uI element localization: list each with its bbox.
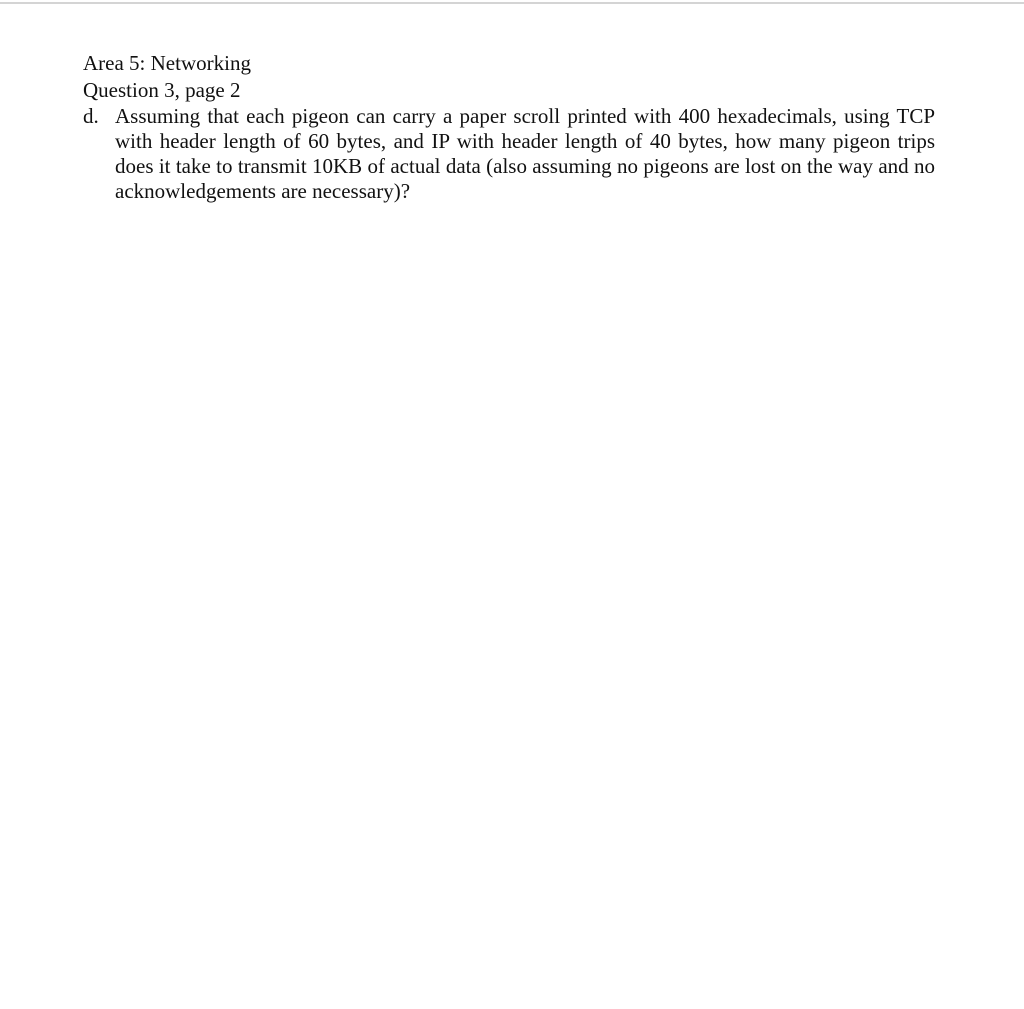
top-divider — [0, 2, 1024, 4]
question-item — [83, 104, 943, 204]
question-reference: Question 3, page 2 — [83, 78, 241, 102]
document-page — [83, 50, 943, 204]
question-item-marker: d. — [83, 104, 99, 128]
question-item-text: Assuming that each pigeon can carry a paper scroll printed with 400 hexadecimals, using TCP with header length of 60 bytes, and IP with header length of 40 bytes, how many pigeon trips does it take to transmit 10KB of actual data (also assuming no pigeons are lost on the way and no acknowledgements are necessary)? — [115, 104, 935, 203]
area-heading: Area 5: Networking — [83, 51, 251, 75]
